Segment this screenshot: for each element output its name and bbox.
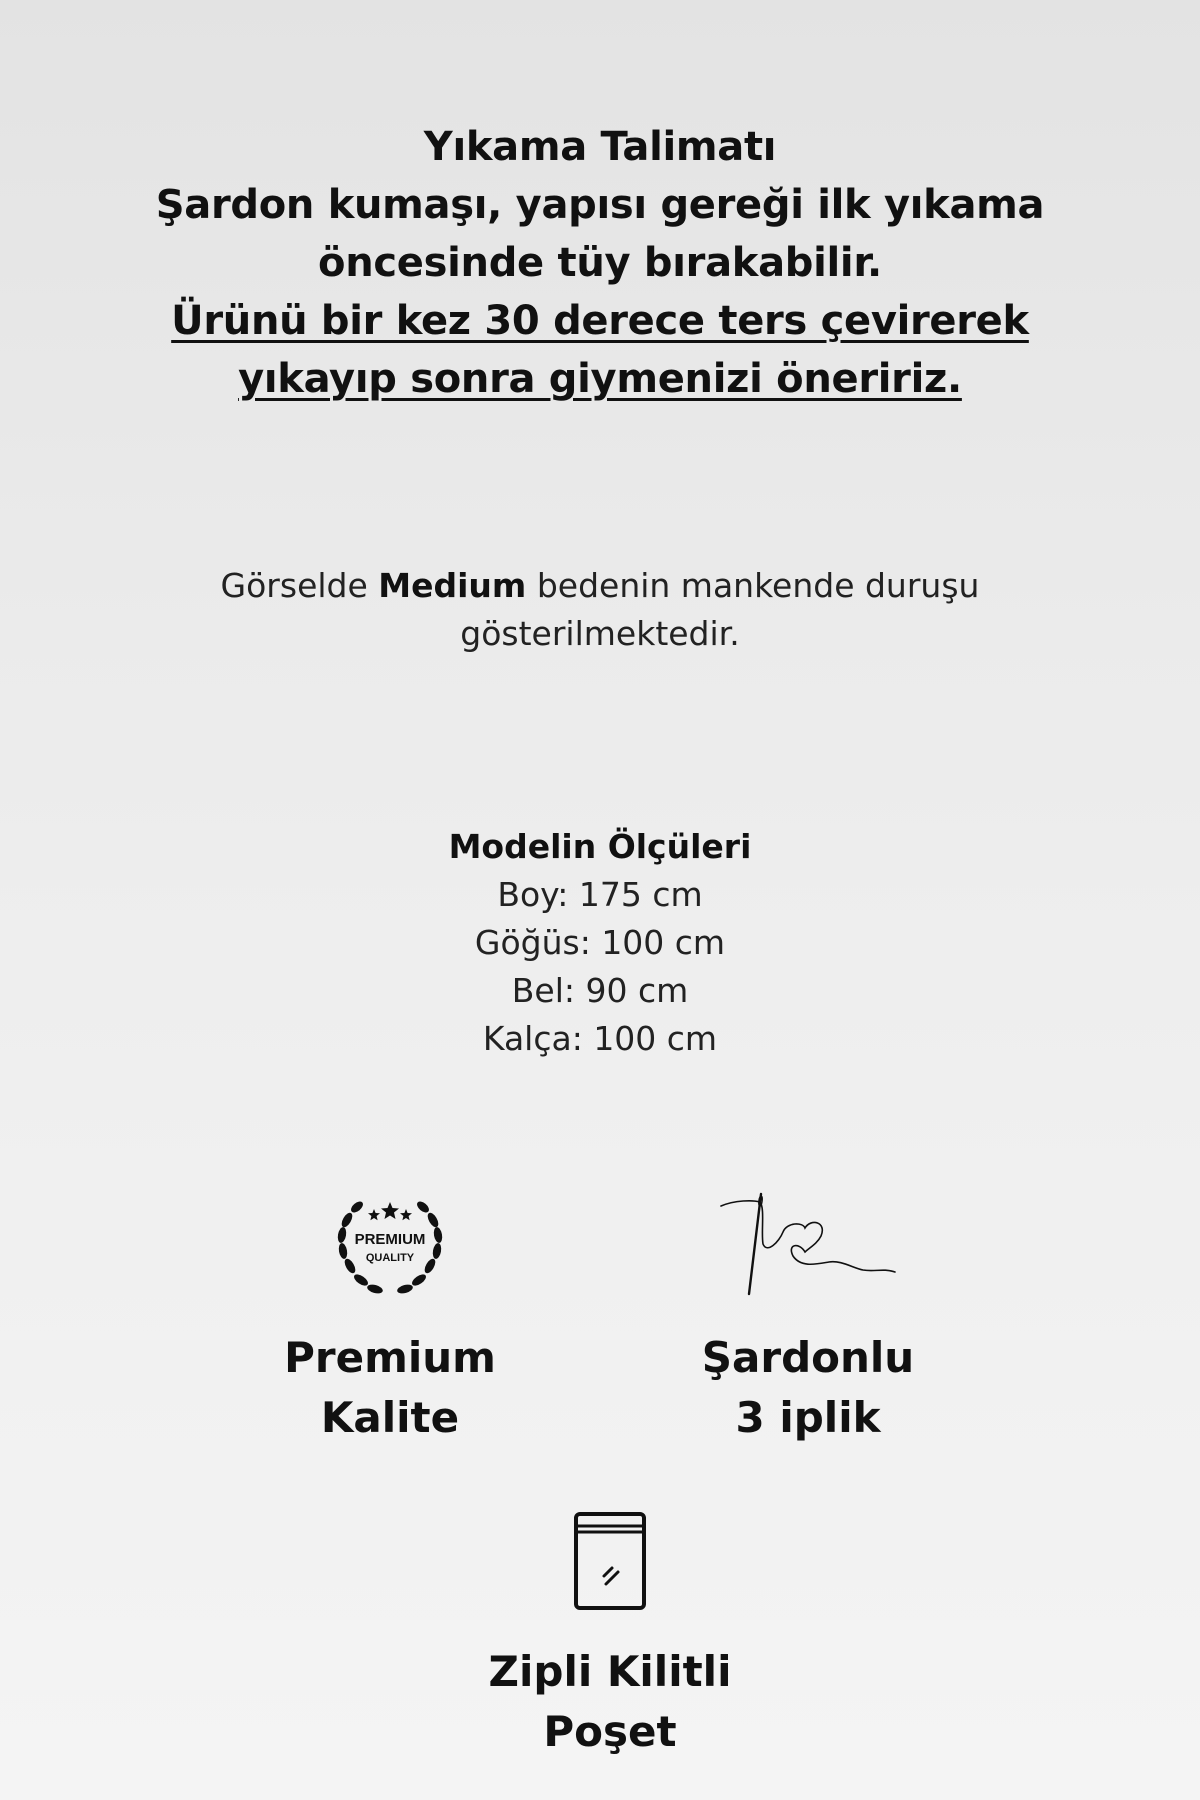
premium-quality-badge-icon <box>330 1188 450 1300</box>
wash-title: Yıkama Talimatı <box>423 124 777 170</box>
display-note-line: gösterilmektedir. <box>460 614 740 653</box>
wash-instructions <box>0 118 1200 408</box>
wash-recommendation-line: yıkayıp sonra giymenizi öneririz. <box>238 356 962 402</box>
needle-thread-icon <box>713 1188 903 1300</box>
feature-premium <box>240 1188 540 1448</box>
display-size: Medium <box>378 566 527 605</box>
feature-premium-line2: Kalite <box>320 1393 460 1442</box>
display-suffix: bedenin mankende duruşu <box>526 566 980 605</box>
badge-text-quality: QUALITY <box>365 1252 415 1264</box>
measurement-hip: Kalça: 100 cm <box>482 1019 718 1058</box>
feature-sardon <box>658 1188 958 1448</box>
model-measurements <box>0 823 1200 1063</box>
display-prefix: Görselde <box>220 566 379 605</box>
feature-zip-line1: Zipli Kilitli <box>488 1647 732 1696</box>
zip-bag-icon <box>568 1510 652 1614</box>
measurement-waist: Bel: 90 cm <box>511 971 689 1010</box>
display-note-line <box>0 562 1200 610</box>
feature-sardon-line2: 3 iplik <box>735 1393 881 1442</box>
feature-zip-line2: Poşet <box>543 1707 677 1756</box>
feature-zip-bag <box>450 1510 770 1762</box>
measurement-height: Boy: 175 cm <box>497 875 703 914</box>
display-size-note <box>0 562 1200 658</box>
wash-text-line: Şardon kumaşı, yapısı gereği ilk yıkama <box>155 182 1045 228</box>
feature-sardon-line1: Şardonlu <box>701 1333 915 1382</box>
feature-premium-line1: Premium <box>284 1333 496 1382</box>
wash-text-line: öncesinde tüy bırakabilir. <box>318 240 882 286</box>
measurement-chest: Göğüs: 100 cm <box>474 923 726 962</box>
badge-text-premium: PREMIUM <box>354 1231 426 1248</box>
measurements-title: Modelin Ölçüleri <box>448 827 752 866</box>
wash-recommendation-line: Ürünü bir kez 30 derece ters çevirerek <box>171 298 1029 344</box>
